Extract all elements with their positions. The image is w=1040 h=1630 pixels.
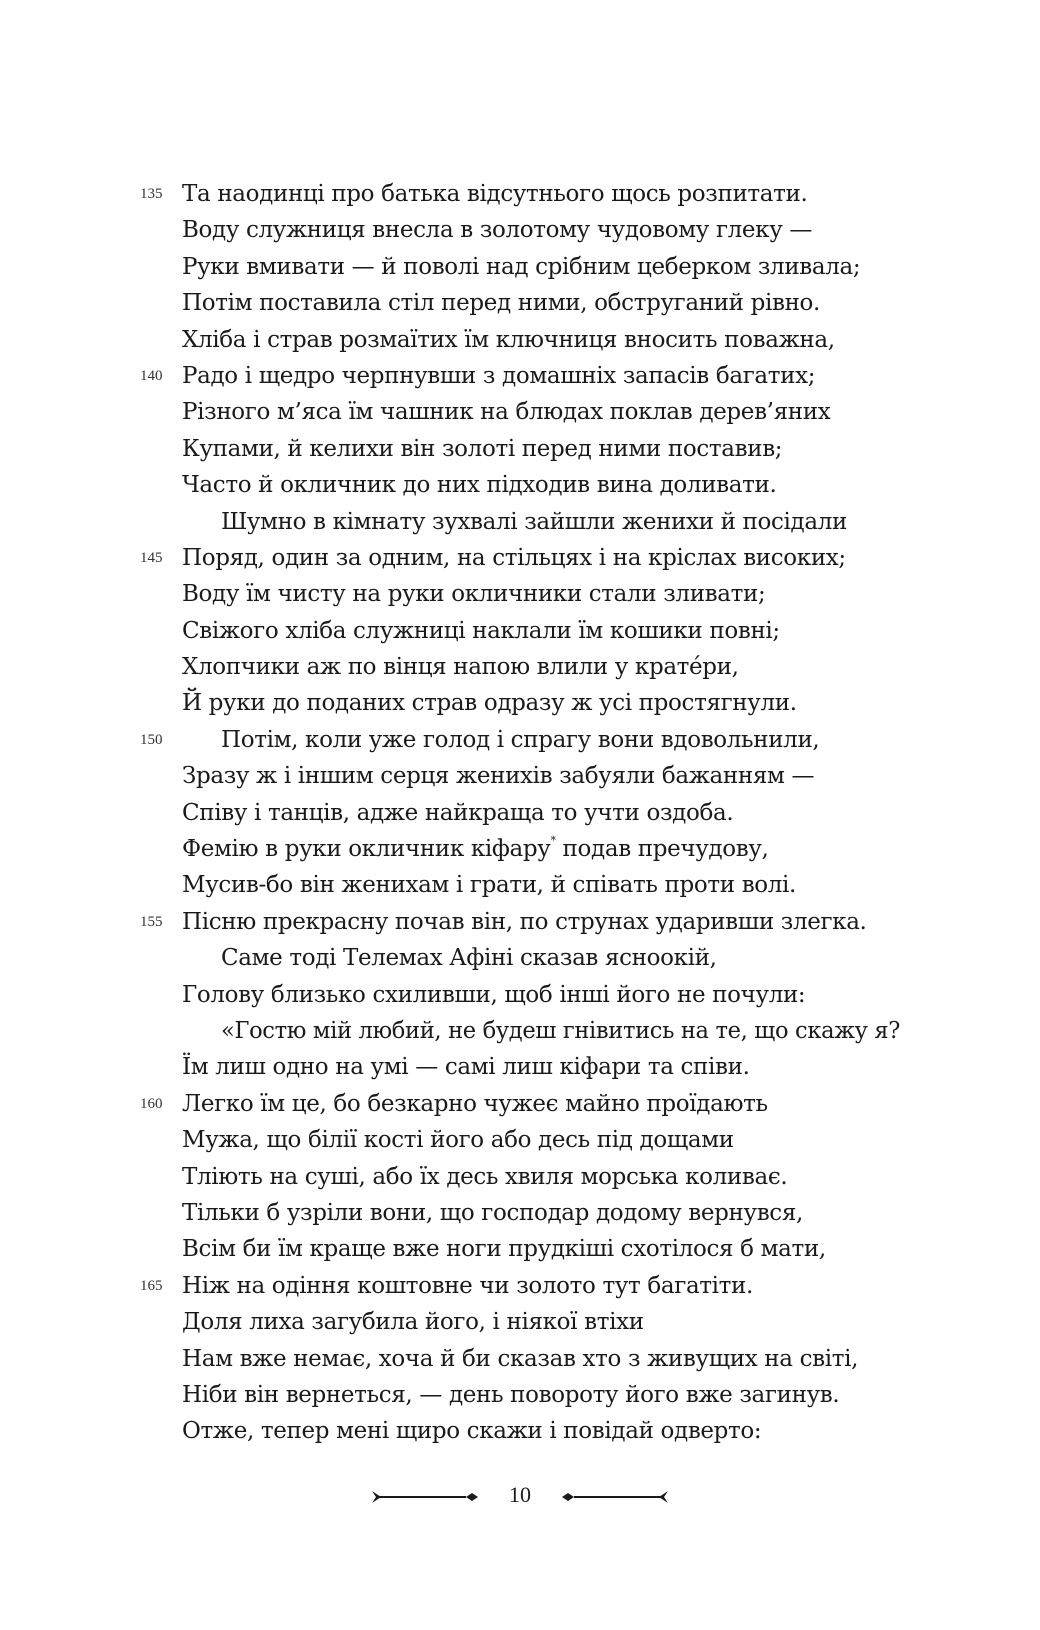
verse-text [221, 504, 847, 540]
verse-line [0, 249, 1040, 285]
verse-text-main: Потім поставила стіл перед ними, обструганий рівно. [182, 290, 821, 317]
verse-text-main: Руки вмивати — й поволі над срібним цеберком зливала; [182, 253, 861, 280]
verse-line [0, 576, 1040, 612]
verse-line [0, 977, 1040, 1013]
verse-text [182, 904, 867, 940]
verse-line [0, 758, 1040, 794]
verse-text [221, 940, 717, 976]
verse-line [0, 1013, 1040, 1049]
verse-text [182, 867, 796, 903]
verse-text [182, 977, 805, 1013]
verse-text-main: «Гостю мій любий, не будеш гнівитись на те, що скажу я? [221, 1017, 901, 1044]
verse-text [221, 1013, 900, 1049]
verse-text-main: Мусив-бо він женихам і грати, й співать проти волі. [182, 872, 797, 899]
verse-text [182, 1304, 644, 1340]
verse-text [221, 722, 819, 758]
line-number: 135 [140, 186, 163, 202]
verse-line [0, 1195, 1040, 1231]
page-number: 10 [509, 1482, 531, 1507]
verse-text-main: Купами, й келихи він золоті перед ними поставив; [182, 435, 783, 462]
verse-text [182, 394, 830, 430]
verse-text-main: Воду служниця внесла в золотому чудовому глеку — [182, 217, 812, 244]
verse-line [0, 176, 1040, 212]
line-number: 160 [140, 1095, 163, 1112]
verse-text [182, 613, 780, 649]
verse-text [182, 831, 768, 867]
verse-line [0, 322, 1040, 358]
verse-line [0, 1159, 1040, 1195]
verse-line [0, 940, 1040, 976]
verse-text-continuation: подав пречудову, [555, 836, 769, 863]
verse-text-main: Співу і танців, адже найкраща то учти оздоба. [182, 799, 734, 826]
verse-text-main: Різного м’яса їм чашник на блюдах поклав дерев’яних [182, 399, 831, 426]
verse-text-main: Потім, коли уже голод і спрагу вони вдовольнили, [221, 726, 820, 753]
arrow-ornament-left-icon [372, 1490, 478, 1504]
verse-line [0, 649, 1040, 685]
verse-text [182, 1341, 858, 1377]
verse-text [182, 758, 814, 794]
line-number: 165 [140, 1277, 163, 1294]
verse-line [0, 1413, 1040, 1449]
verse-line [0, 504, 1040, 540]
verse-text [182, 1049, 750, 1085]
verse-text-main: Хліба і страв розмаїтих їм ключниця вносить поважна, [182, 326, 835, 353]
verse-text [182, 649, 739, 685]
line-number: 145 [140, 549, 163, 566]
verse-text-main: Радо і щедро черпнувши з домашніх запасів багатих; [182, 362, 816, 389]
verse-text-main: Зразу ж і іншим серця женихів забуяли бажанням — [182, 763, 815, 790]
verse-line [0, 1377, 1040, 1413]
verse-text [182, 467, 776, 503]
verse-text-main: Пісню прекрасну почав він, по струнах ударивши злегка. [182, 908, 867, 935]
verse-text-main: Нам вже немає, хоча й би сказав хто з живущих на світі, [182, 1345, 859, 1372]
line-number: 155 [140, 913, 163, 930]
verse-text-main: Їм лиш одно на умі — самі лиш кіфари та співи. [182, 1054, 750, 1081]
verse-line [0, 685, 1040, 721]
verse-text [182, 1122, 734, 1158]
verse-text [182, 1231, 826, 1267]
verse-text-main: Ніби він вернеться, — день повороту його вже загинув. [182, 1381, 840, 1408]
verse-text [182, 358, 815, 394]
verse-line [0, 1231, 1040, 1267]
verse-text [182, 322, 835, 358]
verse-line [0, 867, 1040, 903]
line-number: 150 [140, 731, 163, 748]
verse-line [0, 1122, 1040, 1158]
poem-body [0, 176, 1040, 1450]
verse-line [0, 467, 1040, 503]
verse-line [0, 540, 1040, 576]
verse-text [182, 285, 820, 321]
verse-text-main: Тліють на суші, або їх десь хвиля морська коливає. [182, 1163, 788, 1190]
verse-line [0, 212, 1040, 248]
verse-line [0, 613, 1040, 649]
verse-text-main: Отже, тепер мені щиро скажи і повідай одверто: [182, 1418, 762, 1445]
verse-text [182, 431, 782, 467]
verse-line [0, 285, 1040, 321]
verse-text-main: Воду їм чисту на руки окличники стали зливати; [182, 581, 766, 608]
verse-text-main: Мужа, що білії кості його або десь під дощами [182, 1127, 734, 1154]
verse-text-main: Фемію в руки окличник кіфару [182, 836, 551, 863]
verse-text-main: Доля лиха загубила його, і ніякої втіхи [182, 1309, 644, 1336]
verse-text [182, 1195, 803, 1231]
verse-text-main: Свіжого хліба служниці наклали їм кошики повні; [182, 617, 780, 644]
verse-text-main: Хлопчики аж по вінця напою влили у крате́ри, [182, 654, 739, 681]
line-number: 140 [140, 367, 163, 384]
page-footer [0, 1480, 1040, 1520]
verse-text-main: Ніж на одіння коштовне чи золото тут багатіти. [182, 1272, 753, 1299]
verse-text-main: Голову близько схиливши, щоб інші його не почули: [182, 981, 806, 1008]
verse-line [0, 358, 1040, 394]
verse-line [0, 1049, 1040, 1085]
verse-text-main: Часто й окличник до них підходив вина доливати. [182, 472, 777, 499]
verse-line [0, 831, 1040, 867]
verse-text [182, 795, 733, 831]
verse-text [182, 212, 812, 248]
arrow-ornament-right-icon [562, 1490, 668, 1504]
verse-line [0, 1086, 1040, 1122]
verse-text [182, 576, 765, 612]
verse-text [182, 1377, 839, 1413]
verse-line [0, 394, 1040, 430]
verse-line [0, 431, 1040, 467]
verse-text-main: Й руки до поданих страв одразу ж усі простягнули. [182, 690, 797, 717]
verse-text-main: Та наодинці про батька відсутнього щось розпитати. [182, 181, 808, 207]
verse-line [0, 795, 1040, 831]
verse-text [182, 1159, 787, 1195]
verse-text [182, 540, 846, 576]
verse-text-main: Тільки б узріли вони, що господар додому вернувся, [182, 1199, 803, 1226]
verse-text [182, 176, 807, 212]
verse-text [182, 1086, 768, 1122]
verse-line [0, 1268, 1040, 1304]
verse-text-main: Легко їм це, бо безкарно чужеє майно проїдають [182, 1090, 768, 1117]
verse-text-main: Шумно в кімнату зухвалі зайшли женихи й посідали [221, 508, 847, 535]
verse-line [0, 1304, 1040, 1340]
verse-line [0, 1341, 1040, 1377]
verse-text [182, 685, 797, 721]
verse-line [0, 904, 1040, 940]
verse-text [182, 1268, 753, 1304]
verse-text [182, 249, 860, 285]
verse-text [182, 1413, 761, 1449]
verse-text-main: Саме тоді Телемах Афіні сказав ясноокій, [221, 945, 717, 972]
verse-text-main: Поряд, один за одним, на стільцях і на кріслах високих; [182, 544, 846, 571]
verse-text-main: Всім би їм краще вже ноги прудкіші схотілося б мати, [182, 1236, 826, 1263]
footnote-marker[interactable]: * [550, 834, 556, 848]
verse-line [0, 722, 1040, 758]
